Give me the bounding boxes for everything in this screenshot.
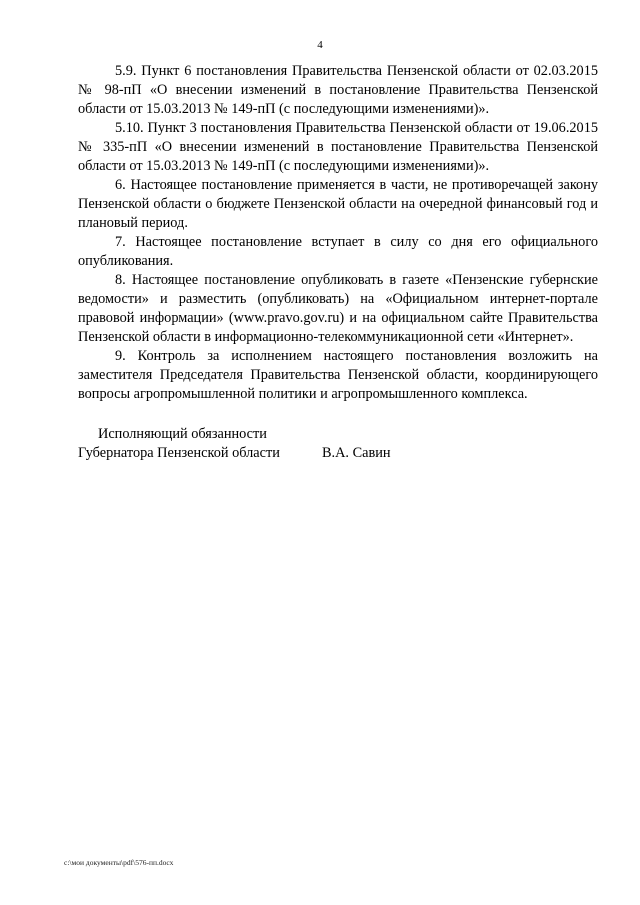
paragraph-5-10: 5.10. Пункт 3 постановления Правительства Пензенской области от 19.06.2015 № 335-пП «О внесении изменений в постановление Правительства Пензенской области от 15.03.2013 № 149-пП (с последующими изменениями)». [78, 120, 598, 174]
signature-block [78, 425, 598, 463]
paragraph-7: 7. Настоящее постановление вступает в силу со дня его официального опубликования. [78, 234, 598, 269]
paragraph-8: 8. Настоящее постановление опубликовать в газете «Пензенские губернские ведомости» и разместить (опубликовать) на «Официальном интернет-портале правовой информации» (www.pravo.gov.ru) и на официальном сайте Правительства Пензенской области в информационно-телекоммуникационной сети «Интернет». [78, 272, 598, 345]
signature-acting-title: Исполняющий обязанности [98, 426, 267, 442]
paragraph-6: 6. Настоящее постановление применяется в части, не противоречащей закону Пензенской области о бюджете Пензенской области на очередной финансовый год и плановый период. [78, 177, 598, 231]
signature-position: Губернатора Пензенской области [78, 445, 280, 461]
signature-row [78, 444, 598, 463]
paragraph-5-9: 5.9. Пункт 6 постановления Правительства Пензенской области от 02.03.2015 № 98-пП «О внесении изменений в постановление Правительства Пензенской области от 15.03.2013 № 149-пП (с последующими изменениями)». [78, 63, 598, 117]
signature-name: В.А. Савин [322, 445, 391, 461]
footer-file-path: c:\мои документы\pdf\576-пп.docx [64, 858, 174, 867]
document-body [78, 62, 598, 404]
paragraph-9: 9. Контроль за исполнением настоящего постановления возложить на заместителя Председателя Правительства Пензенской области, координирующего вопросы агропромышленной политики и агропромышленного комплекса. [78, 348, 598, 402]
page-number: 4 [317, 39, 323, 51]
